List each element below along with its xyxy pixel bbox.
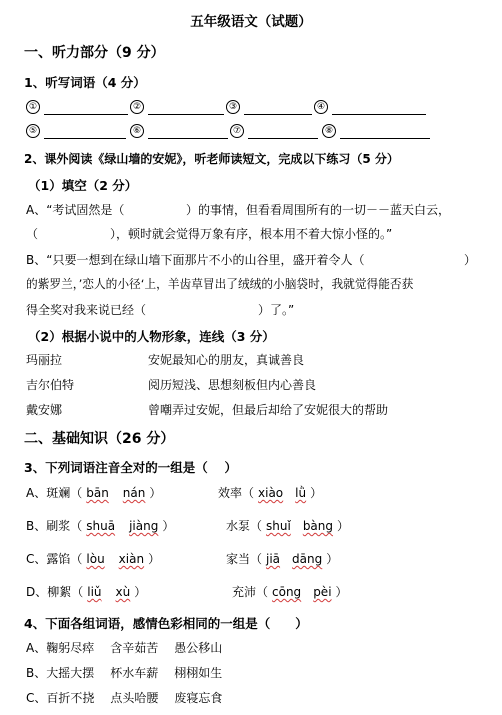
q3-b-pinyin-3: shuǐ [266,519,291,533]
q4-option-b[interactable] [26,664,222,681]
dictation-blank-3[interactable] [244,114,312,115]
q2-a-line2-end: ），顿时就会觉得万象有序，根本用不着大惊小怪的。” [110,227,393,241]
blank-number-5: ⑤ [26,124,40,138]
q3-a-pinyin-1: bān [86,486,109,500]
character-desc-1: 安妮最知心的朋友，真诚善良 [148,353,305,367]
q3-d-word-2: 充沛（ [232,585,269,599]
page-title: 五年级语文（试题） [190,14,312,30]
character-name-3: 戴安娜 [26,403,63,417]
q2-heading: 2、课外阅读《绿山墙的安妮》，听老师读短文，完成以下练习（5 分） [24,152,399,166]
q2-b-line1-end: ） [464,253,477,267]
q3-b-word: B、刷浆（ [26,519,83,533]
q3-d-word: D、柳絮（ [26,585,84,599]
q2-b-line3-end: ）了。” [258,303,295,317]
q3-b-close: ） [162,519,175,533]
q4-option-c[interactable] [26,689,222,706]
q4-a-word-3: 愚公移山 [174,641,223,655]
q3-c-pinyin-1: lòu [86,552,105,566]
q3-b-pinyin-2: jiàng [129,519,159,533]
q3-d-pinyin-3: cōng [272,585,302,599]
dictation-blank-7[interactable] [248,138,318,139]
blank-number-3: ③ [226,100,240,114]
q4-option-a[interactable] [26,639,222,656]
q3-d-pinyin-2: xù [115,585,131,599]
q3-option-b[interactable] [26,517,174,534]
q3-c-pinyin-3: jiā [266,552,281,566]
q4-a-word-1: A、鞠躬尽瘁 [26,641,95,655]
q3-option-a-second [218,484,322,501]
q3-d-close: ） [134,585,147,599]
q3-option-d-second [232,583,348,600]
dictation-blank-8[interactable] [340,138,430,139]
q3-option-d[interactable] [26,583,146,600]
q2-sub1-heading: （1）填空（2 分） [28,178,138,193]
q2-sub2-heading: （2）根据小说中的人物形象，连线（3 分） [28,329,275,344]
q3-option-b-second [226,517,349,534]
q3-d-pinyin-4: pèi [313,585,332,599]
blank-number-8: ⑧ [322,124,336,138]
dictation-blank-6[interactable] [148,138,228,139]
q3-c-close-2: ） [326,552,339,566]
q3-option-a[interactable] [26,484,161,501]
dictation-blank-4[interactable] [332,114,426,115]
q3-a-pinyin-2: nán [122,486,146,500]
section-1-heading: 一、听力部分（9 分） [24,45,165,61]
blank-number-4: ④ [314,100,328,114]
q3-option-c-second [226,550,338,567]
q4-a-word-2: 含辛茹苦 [110,641,159,655]
q3-a-close-2: ） [310,486,323,500]
q3-b-word-2: 水泵（ [226,519,263,533]
q3-d-pinyin-1: liǔ [87,585,102,599]
blank-number-2: ② [130,100,144,114]
q1-heading: 1、听写词语（4 分） [24,75,146,90]
q4-b-word-2: 杯水车薪 [110,666,159,680]
q4-c-word-3: 废寝忘食 [174,691,223,705]
q4-b-word-3: 栩栩如生 [174,666,223,680]
q3-b-close-2: ） [337,519,350,533]
q2-a-line1-end: ）的事情，但看看周围所有的一切－－蓝天白云， [186,203,451,217]
q3-d-close-2: ） [335,585,348,599]
q3-c-pinyin-2: xiàn [118,552,145,566]
q4-c-word-1: C、百折不挠 [26,691,95,705]
blank-number-6: ⑥ [130,124,144,138]
q3-a-word-2: 效率（ [218,486,255,500]
section-2-heading: 二、基础知识（26 分） [24,431,175,447]
character-desc-2: 阅历短浅、思想刻板但内心善良 [148,378,317,392]
q3-b-pinyin-4: bàng [302,519,334,533]
q3-c-close: ） [148,552,161,566]
q2-a-line1-start: A、“考试固然是（ [26,203,125,217]
q3-a-pinyin-3: xiào [258,486,284,500]
dictation-blank-5[interactable] [44,138,126,139]
q3-a-close: ） [149,486,162,500]
q3-option-c[interactable] [26,550,160,567]
q3-a-word: A、斑斓（ [26,486,83,500]
dictation-blank-1[interactable] [44,114,128,115]
q3-b-pinyin-1: shuā [86,519,116,533]
character-desc-3: 曾嘲弄过安妮，但最后却给了安妮很大的帮助 [148,403,389,417]
q4-c-word-2: 点头哈腰 [110,691,159,705]
character-name-1: 玛丽拉 [26,353,63,367]
q2-b-line2: 的紫罗兰，’恋人的小径‘上，羊齿草冒出了绒绒的小脑袋时，我就觉得能否获 [26,277,414,291]
q4-b-word-1: B、大摇大摆 [26,666,95,680]
q3-a-pinyin-4: lǜ [295,486,307,500]
q3-c-word: C、露馅（ [26,552,83,566]
q2-b-line1-start: B、“只要一想到在绿山墙下面那片不小的山谷里，盛开着令人（ [26,253,365,267]
blank-number-1: ① [26,100,40,114]
blank-number-7: ⑦ [230,124,244,138]
dictation-blank-2[interactable] [148,114,224,115]
q3-c-pinyin-4: dāng [292,552,323,566]
q3-c-word-2: 家当（ [226,552,263,566]
character-name-2: 吉尔伯特 [26,378,75,392]
q2-b-line3-start: 得全奖对我来说已经（ [26,303,147,317]
q4-heading: 4、下面各组词语，感情色彩相同的一组是（ ） [24,616,308,631]
q3-heading: 3、下列词语注音全对的一组是（ ） [24,460,238,475]
q2-a-line2-start: （ [26,227,39,241]
